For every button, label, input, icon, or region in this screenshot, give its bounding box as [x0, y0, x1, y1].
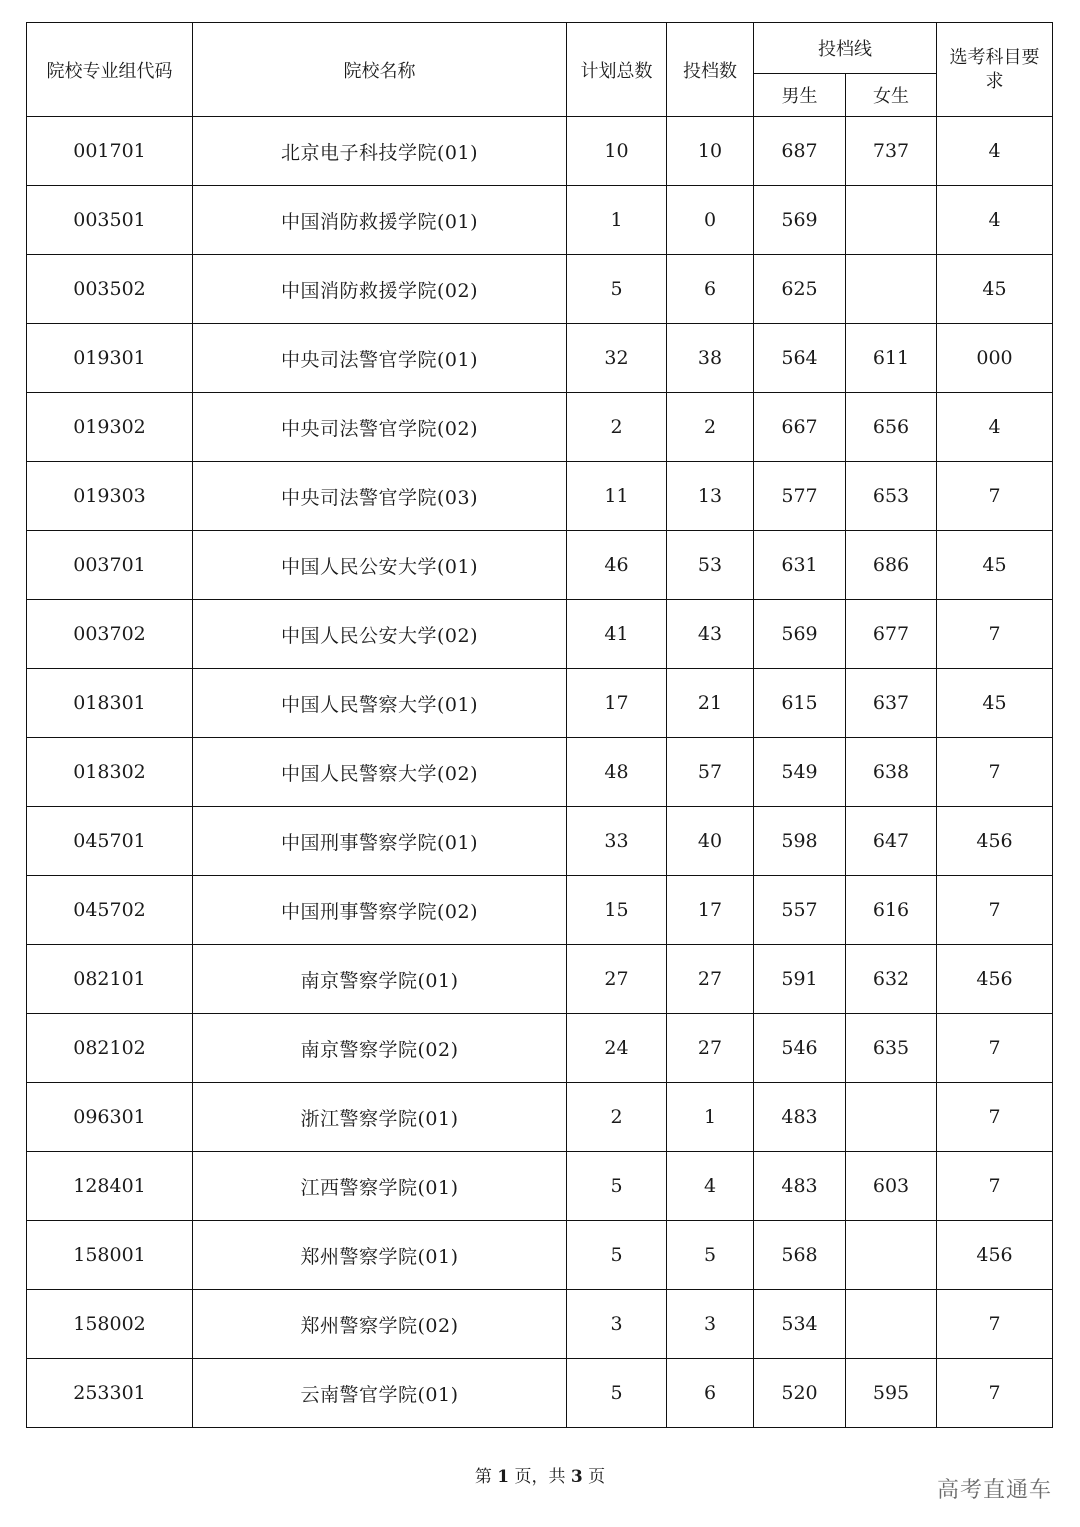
- table-header: [27, 23, 1053, 117]
- header-plan: 计划总数: [567, 23, 667, 117]
- cell-code: 082101: [27, 945, 193, 1014]
- cell-code: 003702: [27, 600, 193, 669]
- cell-school-name: 江西警察学院(01): [193, 1152, 567, 1221]
- cell-line-male: 687: [754, 117, 846, 186]
- cell-plan-total: 5: [567, 1359, 667, 1428]
- cell-line-male: 483: [754, 1083, 846, 1152]
- table-row: [27, 462, 1053, 531]
- table-row: [27, 1083, 1053, 1152]
- cell-subject-requirement: 7: [937, 1359, 1053, 1428]
- cell-code: 019302: [27, 393, 193, 462]
- cell-subject-requirement: 4: [937, 186, 1053, 255]
- cell-plan-total: 3: [567, 1290, 667, 1359]
- cell-subject-requirement: 456: [937, 1221, 1053, 1290]
- table-row: [27, 600, 1053, 669]
- cell-line-male: 568: [754, 1221, 846, 1290]
- cell-subject-requirement: 456: [937, 945, 1053, 1014]
- cell-code: 019303: [27, 462, 193, 531]
- cell-school-name: 中央司法警官学院(01): [193, 324, 567, 393]
- table-row: [27, 531, 1053, 600]
- cell-filed-count: 5: [667, 1221, 754, 1290]
- admission-table: [26, 22, 1053, 1428]
- cell-code: 045702: [27, 876, 193, 945]
- cell-filed-count: 2: [667, 393, 754, 462]
- cell-line-female: 637: [846, 669, 937, 738]
- cell-line-female: 656: [846, 393, 937, 462]
- cell-subject-requirement: 7: [937, 1152, 1053, 1221]
- header-subject: 选考科目要求: [937, 23, 1053, 117]
- cell-filed-count: 1: [667, 1083, 754, 1152]
- cell-code: 018301: [27, 669, 193, 738]
- cell-filed-count: 6: [667, 255, 754, 324]
- cell-line-female: 653: [846, 462, 937, 531]
- table-row: [27, 255, 1053, 324]
- cell-line-male: 549: [754, 738, 846, 807]
- table-row: [27, 945, 1053, 1014]
- cell-code: 018302: [27, 738, 193, 807]
- cell-school-name: 南京警察学院(02): [193, 1014, 567, 1083]
- cell-plan-total: 1: [567, 186, 667, 255]
- cell-plan-total: 46: [567, 531, 667, 600]
- cell-school-name: 中国消防救援学院(01): [193, 186, 567, 255]
- cell-line-male: 569: [754, 186, 846, 255]
- cell-subject-requirement: 4: [937, 393, 1053, 462]
- header-male: 男生: [754, 74, 846, 117]
- cell-school-name: 中国刑事警察学院(02): [193, 876, 567, 945]
- cell-subject-requirement: 4: [937, 117, 1053, 186]
- cell-line-female: 632: [846, 945, 937, 1014]
- cell-line-male: 557: [754, 876, 846, 945]
- cell-plan-total: 24: [567, 1014, 667, 1083]
- cell-code: 001701: [27, 117, 193, 186]
- cell-line-male: 564: [754, 324, 846, 393]
- footer-suffix: 页: [588, 1467, 606, 1487]
- cell-line-male: 534: [754, 1290, 846, 1359]
- cell-plan-total: 33: [567, 807, 667, 876]
- cell-line-female: 635: [846, 1014, 937, 1083]
- cell-school-name: 北京电子科技学院(01): [193, 117, 567, 186]
- cell-line-female: [846, 186, 937, 255]
- cell-line-male: 598: [754, 807, 846, 876]
- cell-line-female: 647: [846, 807, 937, 876]
- cell-plan-total: 11: [567, 462, 667, 531]
- cell-subject-requirement: 456: [937, 807, 1053, 876]
- cell-subject-requirement: 7: [937, 738, 1053, 807]
- cell-subject-requirement: 7: [937, 1083, 1053, 1152]
- table-row: [27, 738, 1053, 807]
- cell-school-name: 中国人民公安大学(02): [193, 600, 567, 669]
- cell-line-female: [846, 1221, 937, 1290]
- cell-line-female: 611: [846, 324, 937, 393]
- cell-subject-requirement: 45: [937, 669, 1053, 738]
- table-body: [27, 117, 1053, 1428]
- footer-total-pages: 3: [570, 1467, 583, 1487]
- page-footer: [0, 1462, 1080, 1487]
- cell-filed-count: 38: [667, 324, 754, 393]
- cell-school-name: 中央司法警官学院(03): [193, 462, 567, 531]
- table-row: [27, 117, 1053, 186]
- cell-school-name: 浙江警察学院(01): [193, 1083, 567, 1152]
- cell-line-female: 677: [846, 600, 937, 669]
- cell-plan-total: 2: [567, 1083, 667, 1152]
- header-name: 院校名称: [193, 23, 567, 117]
- cell-line-male: 591: [754, 945, 846, 1014]
- cell-code: 158001: [27, 1221, 193, 1290]
- cell-filed-count: 6: [667, 1359, 754, 1428]
- footer-prefix: 第: [474, 1467, 492, 1487]
- cell-plan-total: 48: [567, 738, 667, 807]
- cell-line-female: [846, 1290, 937, 1359]
- cell-subject-requirement: 7: [937, 876, 1053, 945]
- header-line: 投档线: [754, 23, 937, 74]
- cell-filed-count: 10: [667, 117, 754, 186]
- table-row: [27, 669, 1053, 738]
- cell-code: 253301: [27, 1359, 193, 1428]
- cell-school-name: 中国刑事警察学院(01): [193, 807, 567, 876]
- cell-code: 003701: [27, 531, 193, 600]
- cell-code: 096301: [27, 1083, 193, 1152]
- cell-filed-count: 57: [667, 738, 754, 807]
- cell-school-name: 中国人民警察大学(01): [193, 669, 567, 738]
- cell-code: 003501: [27, 186, 193, 255]
- header-female: 女生: [846, 74, 937, 117]
- footer-middle: 页，共: [514, 1467, 566, 1487]
- cell-plan-total: 17: [567, 669, 667, 738]
- table-row: [27, 1221, 1053, 1290]
- cell-code: 082102: [27, 1014, 193, 1083]
- cell-plan-total: 27: [567, 945, 667, 1014]
- cell-line-male: 615: [754, 669, 846, 738]
- cell-filed-count: 4: [667, 1152, 754, 1221]
- cell-subject-requirement: 7: [937, 1290, 1053, 1359]
- cell-line-male: 625: [754, 255, 846, 324]
- cell-school-name: 中央司法警官学院(02): [193, 393, 567, 462]
- cell-filed-count: 0: [667, 186, 754, 255]
- table-row: [27, 324, 1053, 393]
- cell-line-female: 686: [846, 531, 937, 600]
- cell-line-male: 569: [754, 600, 846, 669]
- cell-plan-total: 2: [567, 393, 667, 462]
- cell-plan-total: 5: [567, 255, 667, 324]
- cell-plan-total: 15: [567, 876, 667, 945]
- table-row: [27, 1014, 1053, 1083]
- cell-filed-count: 3: [667, 1290, 754, 1359]
- cell-filed-count: 27: [667, 1014, 754, 1083]
- cell-subject-requirement: 000: [937, 324, 1053, 393]
- cell-plan-total: 5: [567, 1221, 667, 1290]
- cell-school-name: 郑州警察学院(01): [193, 1221, 567, 1290]
- cell-school-name: 南京警察学院(01): [193, 945, 567, 1014]
- cell-line-male: 483: [754, 1152, 846, 1221]
- cell-plan-total: 32: [567, 324, 667, 393]
- cell-line-male: 631: [754, 531, 846, 600]
- cell-line-female: 595: [846, 1359, 937, 1428]
- cell-school-name: 中国人民公安大学(01): [193, 531, 567, 600]
- cell-plan-total: 10: [567, 117, 667, 186]
- footer-page-number: 1: [497, 1467, 510, 1487]
- cell-line-female: 638: [846, 738, 937, 807]
- header-code: 院校专业组代码: [27, 23, 193, 117]
- cell-filed-count: 40: [667, 807, 754, 876]
- cell-school-name: 中国消防救援学院(02): [193, 255, 567, 324]
- cell-code: 158002: [27, 1290, 193, 1359]
- cell-subject-requirement: 45: [937, 531, 1053, 600]
- cell-line-male: 577: [754, 462, 846, 531]
- cell-code: 003502: [27, 255, 193, 324]
- cell-subject-requirement: 45: [937, 255, 1053, 324]
- cell-school-name: 云南警官学院(01): [193, 1359, 567, 1428]
- table-row: [27, 1290, 1053, 1359]
- cell-code: 045701: [27, 807, 193, 876]
- table-row: [27, 186, 1053, 255]
- cell-school-name: 郑州警察学院(02): [193, 1290, 567, 1359]
- cell-subject-requirement: 7: [937, 1014, 1053, 1083]
- cell-line-female: [846, 1083, 937, 1152]
- cell-filed-count: 17: [667, 876, 754, 945]
- table-row: [27, 1152, 1053, 1221]
- cell-line-female: 616: [846, 876, 937, 945]
- cell-filed-count: 53: [667, 531, 754, 600]
- cell-plan-total: 5: [567, 1152, 667, 1221]
- cell-filed-count: 13: [667, 462, 754, 531]
- table-row: [27, 1359, 1053, 1428]
- cell-code: 019301: [27, 324, 193, 393]
- cell-filed-count: 27: [667, 945, 754, 1014]
- cell-line-male: 667: [754, 393, 846, 462]
- table-row: [27, 807, 1053, 876]
- cell-filed-count: 43: [667, 600, 754, 669]
- cell-line-female: [846, 255, 937, 324]
- cell-plan-total: 41: [567, 600, 667, 669]
- cell-line-male: 520: [754, 1359, 846, 1428]
- cell-subject-requirement: 7: [937, 600, 1053, 669]
- table-row: [27, 393, 1053, 462]
- table-row: [27, 876, 1053, 945]
- cell-filed-count: 21: [667, 669, 754, 738]
- cell-code: 128401: [27, 1152, 193, 1221]
- cell-line-male: 546: [754, 1014, 846, 1083]
- cell-line-female: 737: [846, 117, 937, 186]
- cell-school-name: 中国人民警察大学(02): [193, 738, 567, 807]
- watermark: 高考直通车: [936, 1478, 1052, 1503]
- header-filed: 投档数: [667, 23, 754, 117]
- cell-line-female: 603: [846, 1152, 937, 1221]
- cell-subject-requirement: 7: [937, 462, 1053, 531]
